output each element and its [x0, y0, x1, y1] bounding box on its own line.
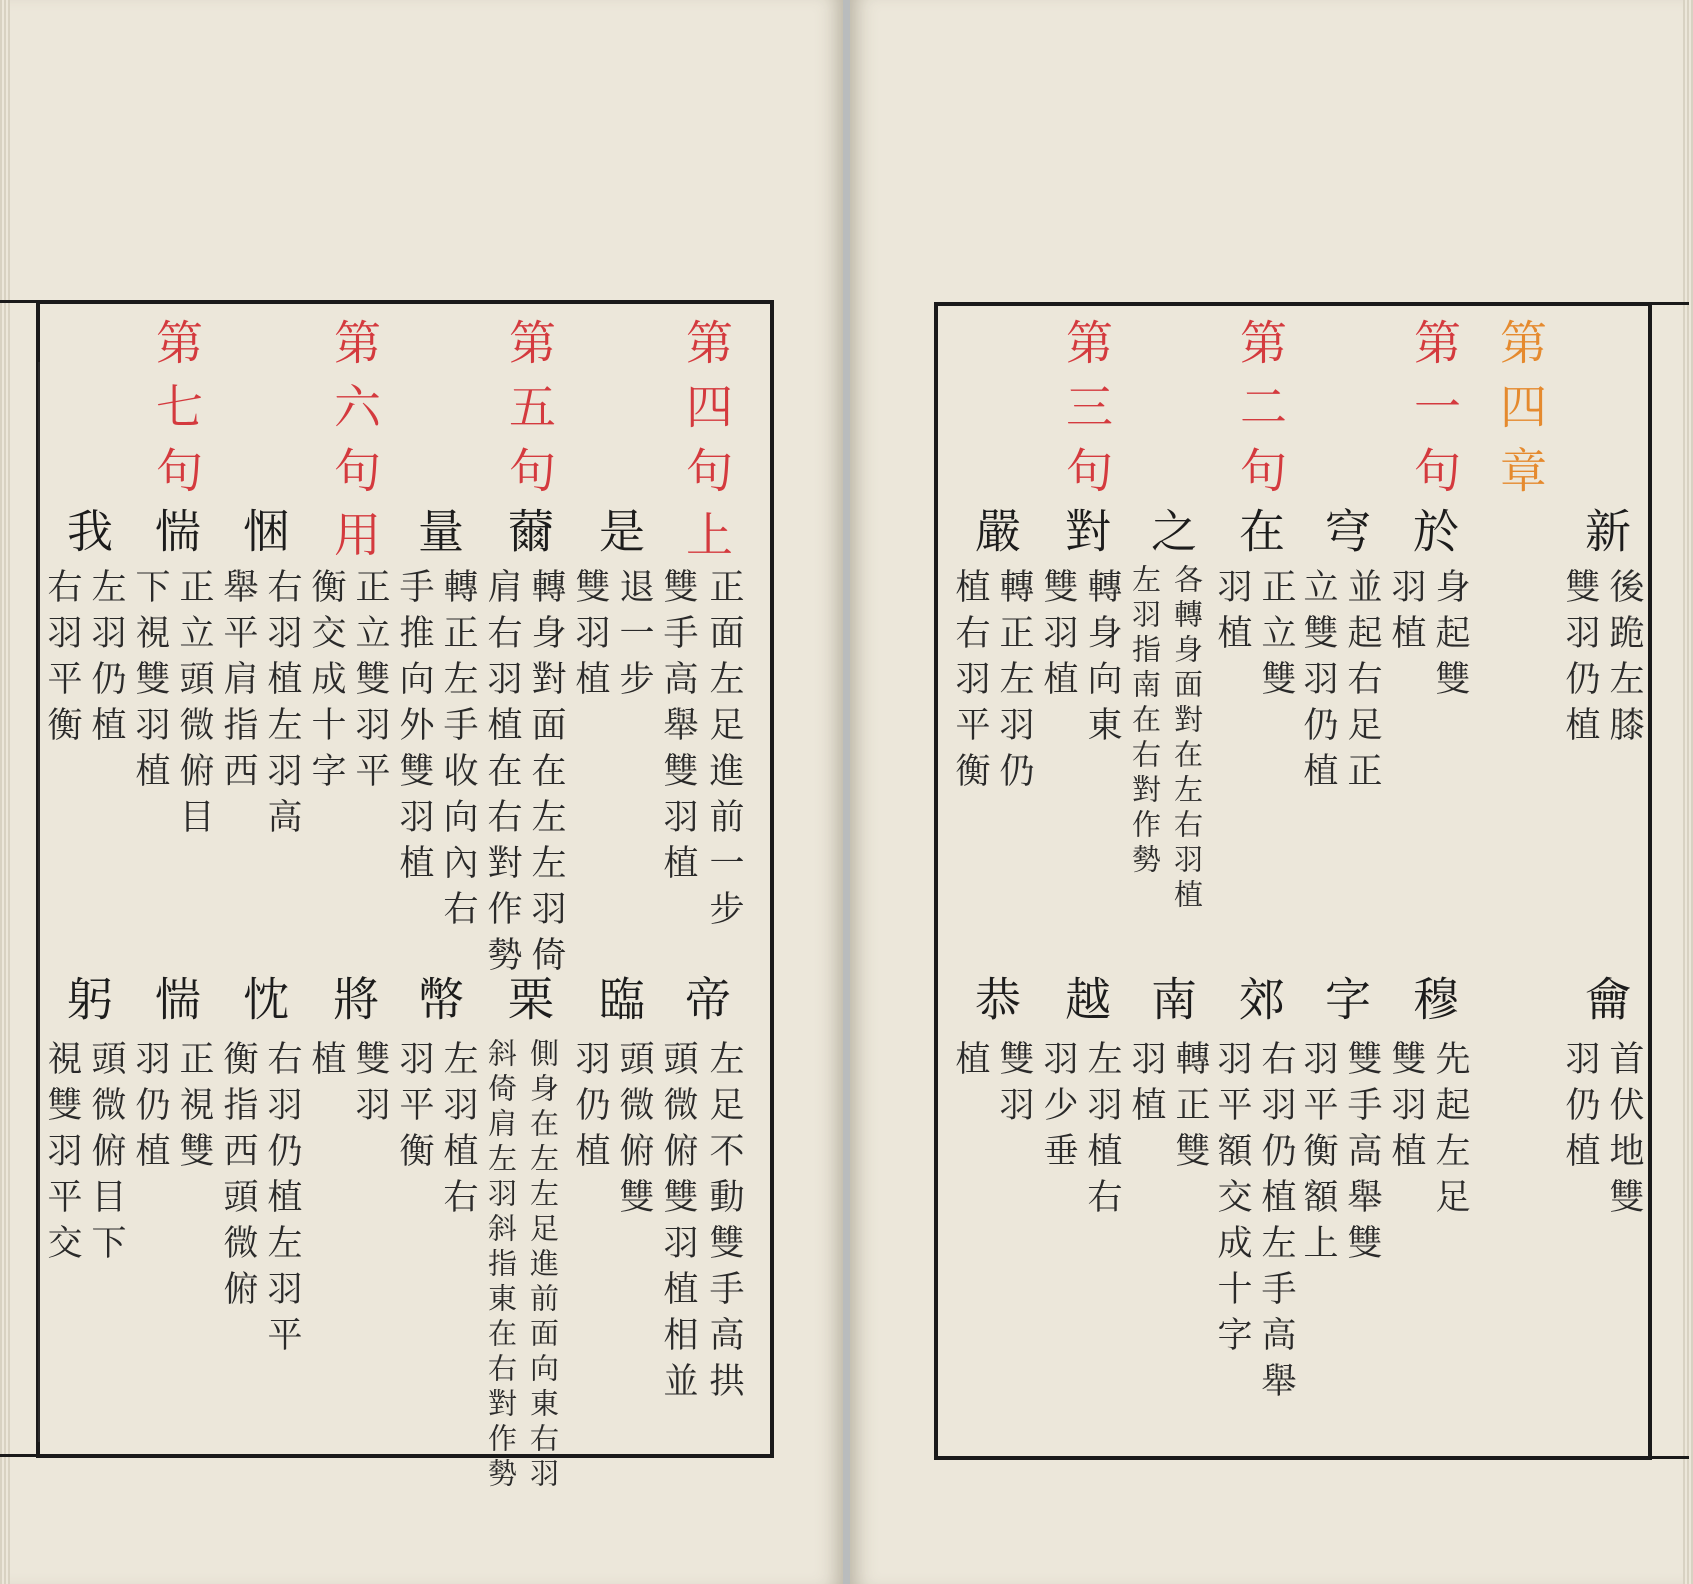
annotation: 羽仍植 — [1560, 1040, 1600, 1178]
annotation: 雙羽植 — [1386, 1040, 1426, 1178]
head-char: 新 — [1578, 507, 1632, 569]
head-char: 越 — [1058, 975, 1112, 1037]
annotation: 植 — [950, 1040, 990, 1086]
annotation: 羽植 — [1212, 568, 1252, 660]
header-5th-line: 第五句 — [501, 318, 556, 510]
annotation: 羽植 — [1386, 568, 1426, 660]
head-char: 郊 — [1232, 975, 1286, 1037]
head-char: 於 — [1406, 507, 1460, 569]
annotation: 並起右足正 — [1342, 568, 1382, 798]
head-char: 帝 — [678, 975, 732, 1037]
annotation: 手推向外雙羽植 — [394, 568, 434, 890]
annotation: 頭微俯目下 — [86, 1040, 126, 1270]
header-3rd-line: 第三句 — [1058, 318, 1113, 510]
head-char: 惴 — [148, 975, 202, 1037]
page-edge — [1683, 0, 1693, 1584]
header-7th-line: 第七句 — [148, 318, 203, 510]
head-char: 我 — [60, 507, 114, 569]
annotation: 植右羽平衡 — [950, 568, 990, 798]
head-char: 栗 — [501, 975, 555, 1037]
annotation: 右羽仍植左羽平 — [262, 1040, 302, 1362]
annotation: 正立頭微俯目 — [174, 568, 214, 844]
annotation: 雙羽 — [350, 1040, 390, 1132]
head-char: 之 — [1144, 507, 1198, 569]
header-1st-line: 第一句 — [1406, 318, 1461, 510]
header-6th-line: 第六句用 — [326, 318, 381, 574]
head-char: 恭 — [968, 975, 1022, 1037]
head-char: 對 — [1058, 507, 1112, 569]
annotation: 轉正左羽仍 — [994, 568, 1034, 798]
annotation: 右羽平衡 — [42, 568, 82, 752]
annotation: 雙羽 — [994, 1040, 1034, 1132]
annotation: 雙羽植 — [1038, 568, 1078, 706]
annotation: 身起雙 — [1430, 568, 1470, 706]
head-char: 將 — [326, 975, 380, 1037]
annotation: 斜倚肩左羽斜指東在右對作勢 — [484, 1038, 518, 1493]
header-2nd-line: 第二句 — [1232, 318, 1287, 510]
head-char: 悃 — [236, 507, 290, 569]
annotation: 首伏地雙 — [1604, 1040, 1644, 1224]
head-char: 忱 — [236, 975, 290, 1037]
annotation: 正視雙 — [174, 1040, 214, 1178]
annotation: 正立雙羽平 — [350, 568, 390, 798]
head-char: 字 — [1318, 975, 1372, 1037]
annotation: 先起左足 — [1430, 1040, 1470, 1224]
annotation: 右羽仍植左手高舉 — [1256, 1040, 1296, 1408]
head-char: 惴 — [148, 507, 202, 569]
annotation: 舉平肩指西 — [218, 568, 258, 798]
annotation: 視雙羽平交 — [42, 1040, 82, 1270]
annotation: 左羽指南在右對作勢 — [1128, 564, 1162, 879]
annotation: 頭微俯雙羽植相並 — [658, 1040, 698, 1408]
head-char: 量 — [411, 507, 465, 569]
head-char: 幣 — [411, 975, 465, 1037]
head-char: 龠 — [1578, 975, 1632, 1037]
annotation: 轉正左手收向內右 — [438, 568, 478, 936]
annotation: 正面左足進前一步 — [704, 568, 744, 936]
head-char: 南 — [1144, 975, 1198, 1037]
annotation: 羽平衡 — [394, 1040, 434, 1178]
annotation: 轉正雙 — [1170, 1040, 1210, 1178]
annotation: 正立雙 — [1256, 568, 1296, 706]
annotation: 左羽植右 — [438, 1040, 478, 1224]
annotation: 雙羽植 — [570, 568, 610, 706]
head-char: 是 — [592, 507, 646, 569]
head-char: 穆 — [1406, 975, 1460, 1037]
annotation: 羽植 — [1126, 1040, 1166, 1132]
annotation: 退一步 — [614, 568, 654, 706]
annotation: 羽平額交成十字 — [1212, 1040, 1252, 1362]
annotation: 頭微俯雙 — [614, 1040, 654, 1224]
annotation: 肩右羽植在右對作勢 — [482, 568, 522, 982]
annotation: 左羽仍植 — [86, 568, 126, 752]
head-char: 在 — [1232, 507, 1286, 569]
annotation: 羽平衡額上 — [1298, 1040, 1338, 1270]
annotation: 下視雙羽植 — [130, 568, 170, 798]
head-char: 嚴 — [968, 507, 1022, 569]
annotation: 後跪左膝 — [1604, 568, 1644, 752]
annotation: 轉身向東 — [1082, 568, 1122, 752]
annotation: 側身在左左足進前面向東右羽 — [526, 1038, 560, 1493]
chapter-title: 第四章 — [1492, 318, 1547, 510]
annotation: 雙羽仍植 — [1560, 568, 1600, 752]
annotation: 各轉身面對在左右羽植 — [1170, 564, 1204, 914]
annotation: 羽仍植 — [130, 1040, 170, 1178]
annotation: 羽少垂 — [1038, 1040, 1078, 1178]
head-char: 躬 — [60, 975, 114, 1037]
annotation: 衡交成十字 — [306, 568, 346, 798]
annotation: 雙手高舉雙羽植 — [658, 568, 698, 890]
left-frame-inner — [38, 362, 43, 1442]
head-char: 臨 — [592, 975, 646, 1037]
head-char: 穹 — [1318, 507, 1372, 569]
annotation: 立雙羽仍植 — [1298, 568, 1338, 798]
annotation: 右羽植左羽高 — [262, 568, 302, 844]
annotation: 轉身對面在左左羽倚 — [526, 568, 566, 982]
header-4th-line: 第四句上 — [678, 318, 733, 574]
head-char: 薾 — [501, 507, 555, 569]
annotation: 羽仍植 — [570, 1040, 610, 1178]
annotation: 左足不動雙手高拱 — [704, 1040, 744, 1408]
annotation: 左羽植右 — [1082, 1040, 1122, 1224]
page-edge — [0, 0, 10, 1584]
annotation: 衡指西頭微俯 — [218, 1040, 258, 1316]
annotation: 雙手高舉雙 — [1342, 1040, 1382, 1270]
annotation: 植 — [306, 1040, 346, 1086]
